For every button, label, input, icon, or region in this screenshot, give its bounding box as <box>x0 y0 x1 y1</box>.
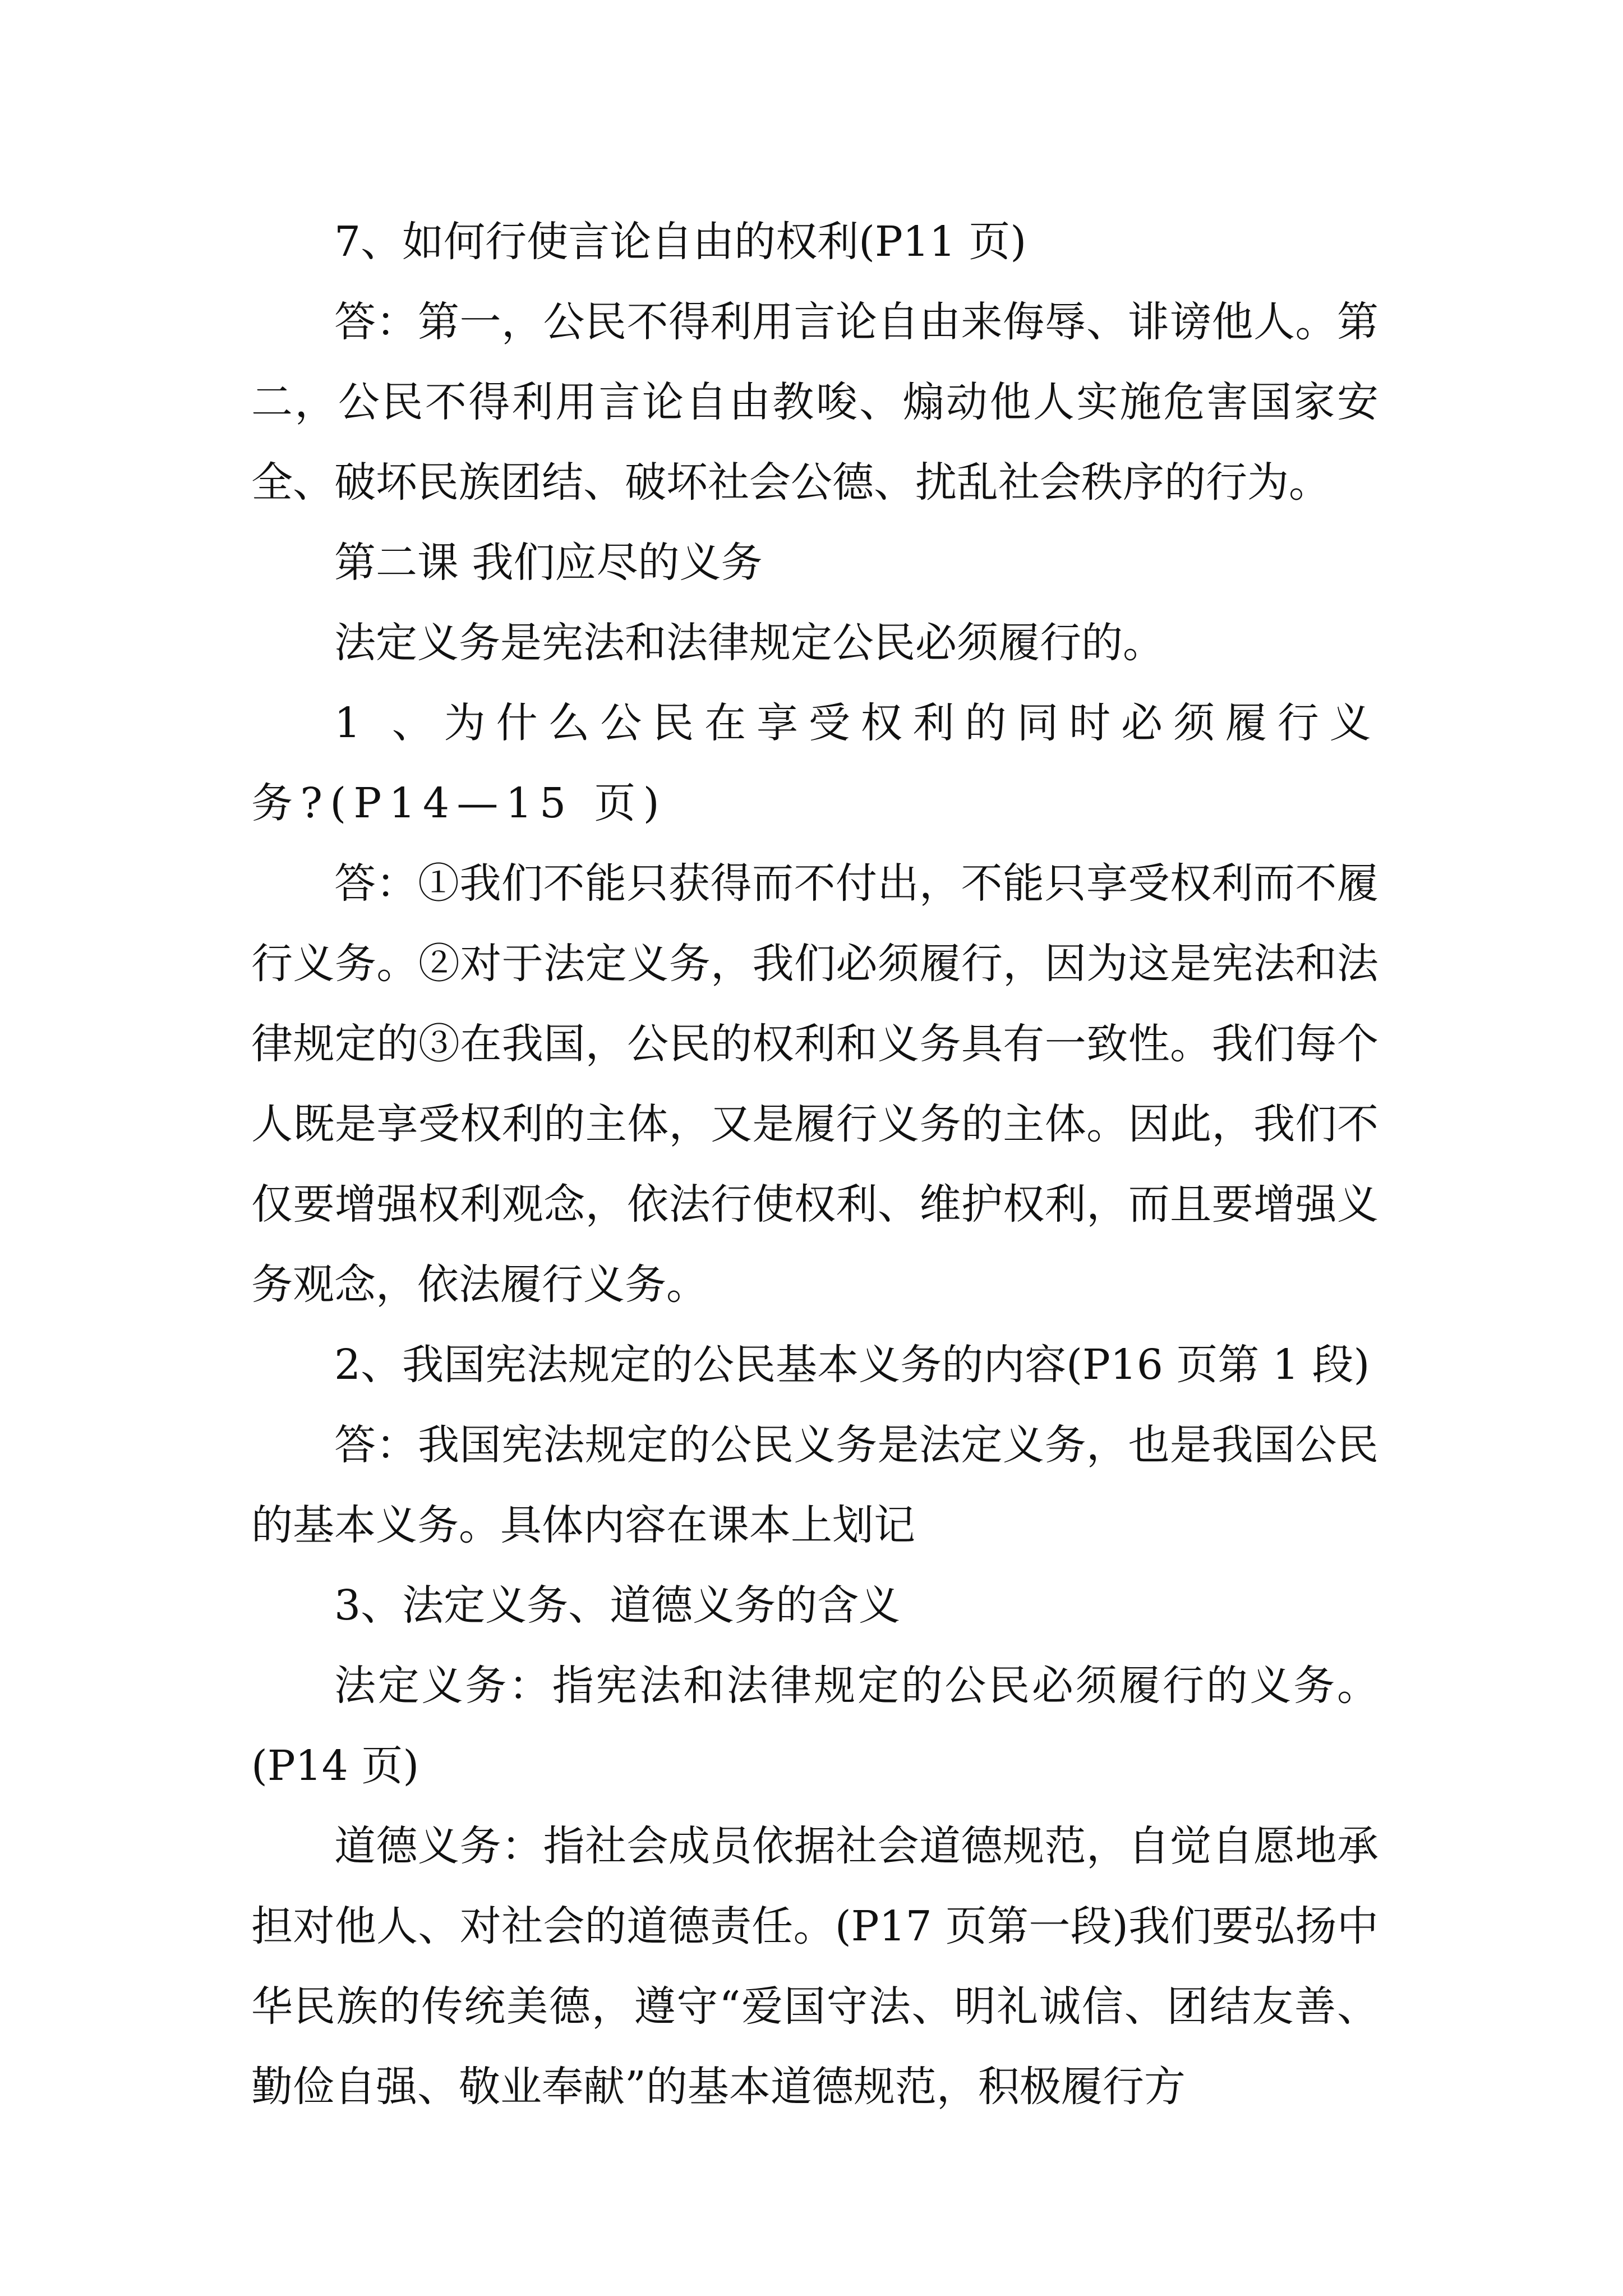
moral-duty-definition: 道德义务：指社会成员依据社会道德规范，自觉自愿地承担对他人、对社会的道德责任。(P17 页第一段)我们要弘扬中华民族的传统美德，遵守“爱国守法、明礼诚信、团结友善、勤俭自强、敬业奉献”的基本道德规范，积极履行方 <box>251 1822 1378 2111</box>
lesson-2-title: 第二课 我们应尽的义务 <box>334 539 763 587</box>
legal-duty-definition: 法定义务：指宪法和法律规定的公民必须履行的义务。(P14 页) <box>251 1662 1378 1790</box>
answer-1-paragraph: 答：①我们不能只获得而不付出，不能只享受权利而不履行义务。②对于法定义务，我们必须履行，因为这是宪法和法律规定的③在我国，公民的权利和义务具有一致性。我们每个人既是享受权利的主体，又是履行义务的主体。因此，我们不仅要增强权利观念，依法行使权利、维护权利，而且要增强义务观念，依法履行义务。 <box>251 859 1378 1309</box>
document-body <box>251 202 1378 2127</box>
answer-7-paragraph: 答：第一，公民不得利用言论自由来侮辱、诽谤他人。第二，公民不得利用言论自由教唆、煽动他人实施危害国家安全、破坏民族团结、破坏社会公德、扰乱社会秩序的行为。 <box>251 298 1378 507</box>
question-2-heading: 2、我国宪法规定的公民基本义务的内容(P16 页第 1 段) <box>334 1341 1370 1389</box>
question-3-heading: 3、法定义务、道德义务的含义 <box>334 1581 901 1630</box>
question-1-heading: 1 、为什么公民在享受权利的同时必须履行义务?(P14—15 页) <box>251 699 1378 827</box>
question-7-heading: 7、如何行使言论自由的权利(P11 页) <box>334 218 1027 266</box>
answer-2-paragraph: 答：我国宪法规定的公民义务是法定义务，也是我国公民的基本义务。具体内容在课本上划记 <box>251 1421 1378 1549</box>
legal-duty-statement: 法定义务是宪法和法律规定公民必须履行的。 <box>334 619 1164 667</box>
